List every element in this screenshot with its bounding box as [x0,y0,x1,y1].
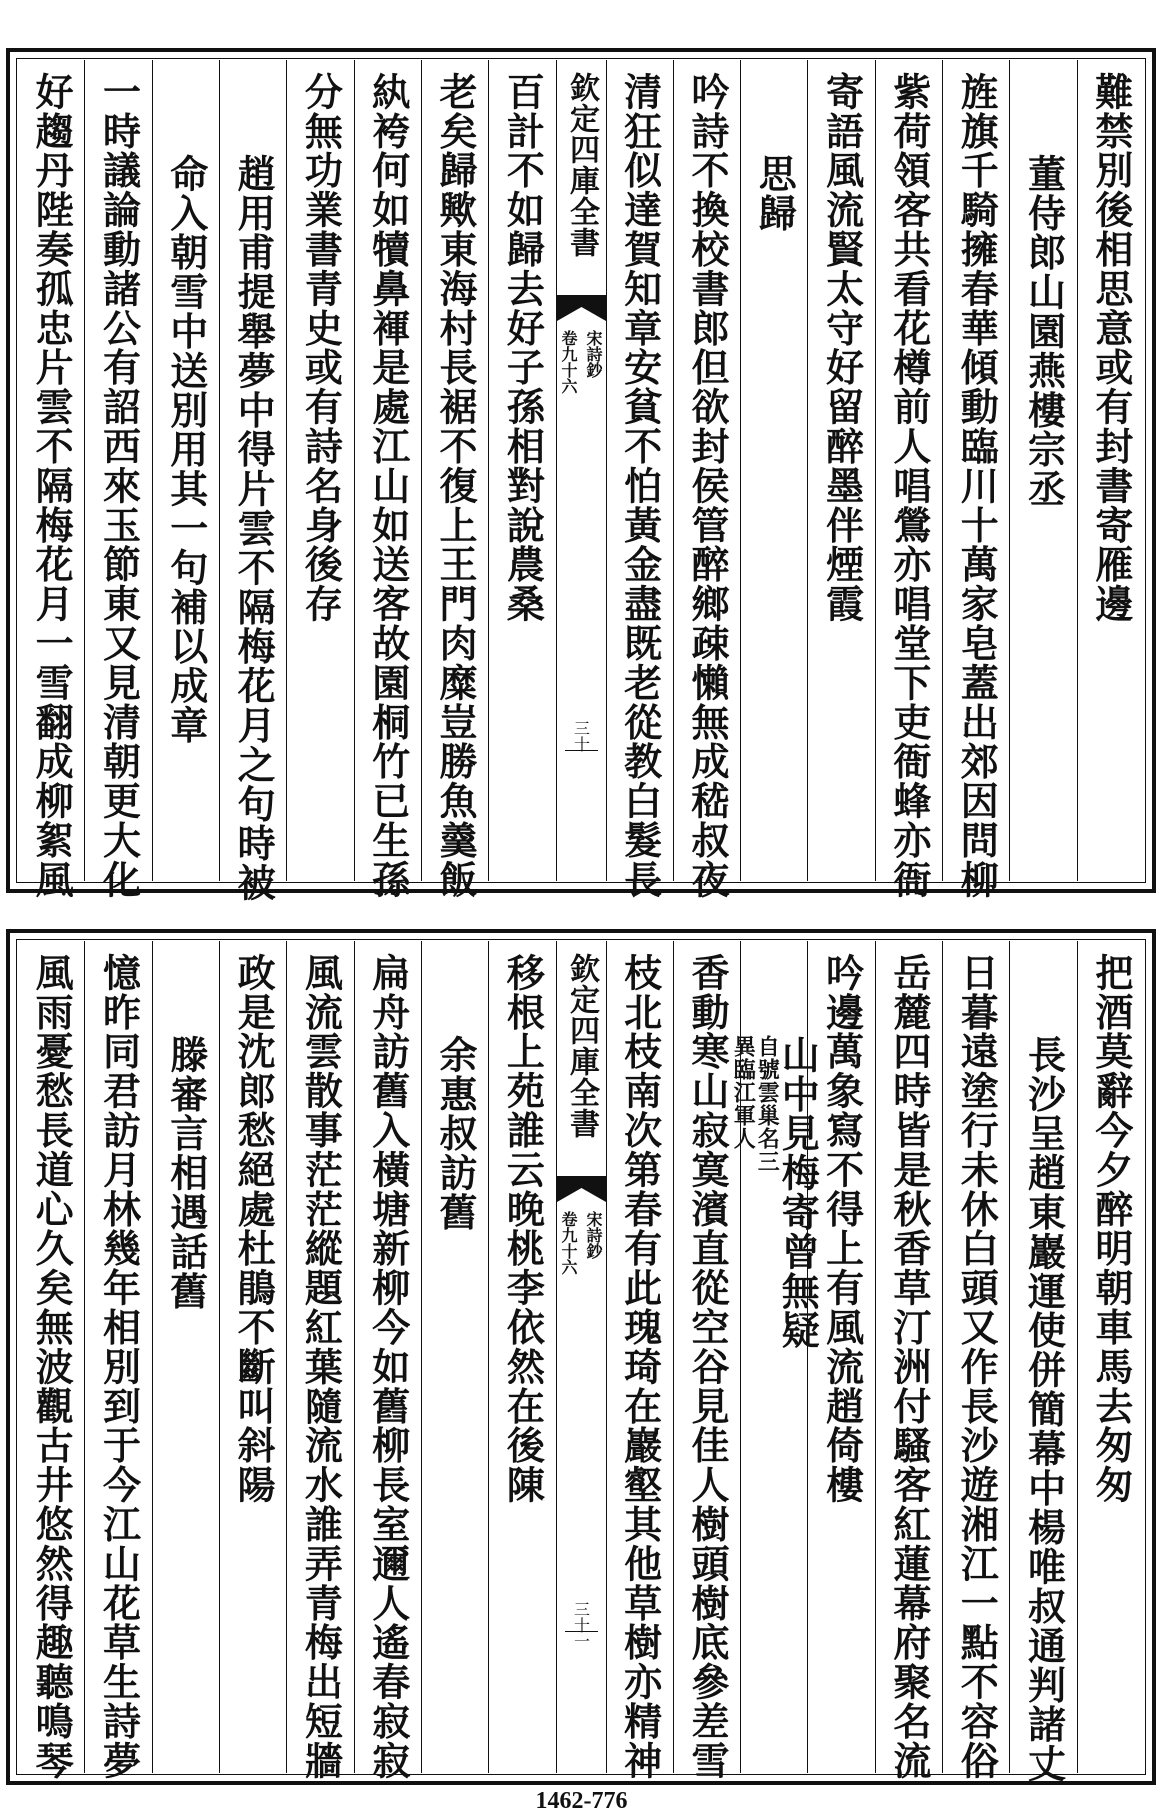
text-column [606,60,673,900]
verse-line: 紈袴何如犢鼻褌是處江山如送客故園桐竹已生孫 [365,72,411,900]
text-column [421,60,488,900]
verse-line: 政是沈郎愁絕處杜鵑不斷叫斜陽 [231,953,277,1505]
text-column [730,941,821,1773]
column-grid [18,60,1144,903]
verse-line: 日暮遠塗行未休白頭又作長沙遊湘江一點不容俗 [954,953,1000,1781]
poem-title: 長沙呈趙東巖運使併簡幕中楊唯叔通判諸丈 [1021,1035,1067,1784]
text-column [286,60,353,881]
center-band [556,941,606,1773]
poem-title: 思歸 [752,154,798,233]
poem-title: 趙用甫提舉夢中得片雲不隔梅花月之句時被 [231,154,277,903]
note-line: 異臨江軍人 [730,1035,757,1150]
text-column [1009,941,1076,1784]
volume-number: 卷九十六 [559,1211,578,1275]
leaf-number: 三十一 [571,1601,591,1649]
verse-line: 紫荷領客共看花樽前人唱鶯亦唱堂下吏衙蜂亦衙 [886,72,932,900]
volume-label [557,330,605,394]
text-column [1077,941,1144,1773]
text-column [1077,60,1144,881]
book-title: 欽定四庫全書 [564,72,599,258]
text-column [286,941,353,1781]
text-column [421,941,488,1773]
text-column [807,60,874,881]
verse-line: 吟邊萬象寫不得上有風流趙倚樓 [819,953,865,1505]
poem-title: 山中見梅寄曾無疑 [775,1035,821,1351]
text-column [354,941,421,1781]
verse-line: 香動寒山寂寞濱直從空谷見佳人樹頭樹底參差雪 [684,953,730,1781]
column-grid [18,941,1144,1784]
text-column [152,941,219,1773]
verse-line: 風流雲散事茫茫縱題紅葉隨流水誰弄青梅出短牆 [298,953,344,1781]
leaf-number: 三十 [571,720,591,752]
verse-line: 枝北枝南次第春有此瑰琦在巖壑其他草樹亦精神 [617,953,663,1781]
poem-title-with-note [730,1035,821,1351]
verse-line: 風雨憂愁長道心久矣無波觀古井悠然得趣聽鳴琴 [29,953,75,1781]
text-column [219,941,286,1773]
text-column [673,60,740,900]
verse-line: 清狂似達賀知章安貧不怕黃金盡既老從教白髮長 [617,72,663,900]
verse-line: 百計不如歸去好子孫相對說農桑 [500,72,546,624]
volume-collection: 宋詩鈔 [584,1211,603,1259]
verse-line: 吟詩不換校書郎但欲封侯管醉鄉疎懶無成嵇叔夜 [684,72,730,900]
book-title: 欽定四庫全書 [564,953,599,1139]
text-column [354,60,421,900]
leaf-rule [565,750,598,751]
center-band [556,60,606,881]
page-top [6,48,1156,903]
verse-line: 一時議論動諸公有詔西來玉節東又見清朝更大化 [96,72,142,900]
catalog-code: 1462-776 [535,1788,628,1814]
volume-collection: 宋詩鈔 [584,330,603,378]
text-column [740,60,807,881]
fishtail-mark-icon [557,295,606,321]
verse-line: 扁舟訪舊入橫塘新柳今如舊柳長室邇人遙春寂寂 [365,953,411,1781]
poem-title: 滕審言相遇話舊 [163,1035,209,1311]
note-line: 自號雲巢名三 [754,1035,781,1173]
volume-label [557,1211,605,1275]
poem-title: 余惠叔訪舊 [433,1035,479,1232]
text-column [875,60,942,900]
text-column [84,60,151,900]
text-column [488,60,555,881]
leaf-rule [565,1631,598,1632]
volume-number: 卷九十六 [559,330,578,394]
verse-line: 難禁別後相思意或有封書寄雁邊 [1088,72,1134,624]
verse-line: 憶昨同君訪月林幾年相別到于今江山花草生詩夢 [96,953,142,1781]
text-column [875,941,942,1781]
fishtail-mark-icon [557,1176,606,1202]
text-column [1009,60,1076,881]
text-column [18,60,84,900]
verse-line: 岳麓四時皆是秋香草汀洲付騷客紅蓮幕府聚名流 [886,953,932,1781]
text-column [219,60,286,903]
text-column [673,941,740,1781]
verse-line: 移根上苑誰云晚桃李依然在後陳 [500,953,546,1505]
verse-line: 老矣歸歟東海村長裾不復上王門肉糜豈勝魚羹飯 [433,72,479,900]
verse-line: 把酒莫辭今夕醉明朝車馬去匆匆 [1088,953,1134,1505]
verse-line: 寄語風流賢太守好留醉墨伴煙霞 [819,72,865,624]
verse-line: 好趨丹陛奏孤忠片雲不隔梅花月一雪翻成柳絮風 [29,72,75,900]
text-column [152,60,219,881]
text-column [606,941,673,1781]
poem-title: 董侍郎山園燕樓宗丞 [1021,154,1067,509]
verse-line: 分無功業書青史或有詩名身後存 [298,72,344,624]
poem-title: 命入朝雪中送別用其一句補以成章 [163,154,209,745]
verse-line: 旌旗千騎擁春華傾動臨川十萬家皂蓋出郊因問柳 [954,72,1000,900]
text-column [488,941,555,1773]
text-column [84,941,151,1781]
page-bottom [6,929,1156,1785]
text-column [942,941,1009,1781]
text-column [18,941,84,1781]
text-column [942,60,1009,900]
